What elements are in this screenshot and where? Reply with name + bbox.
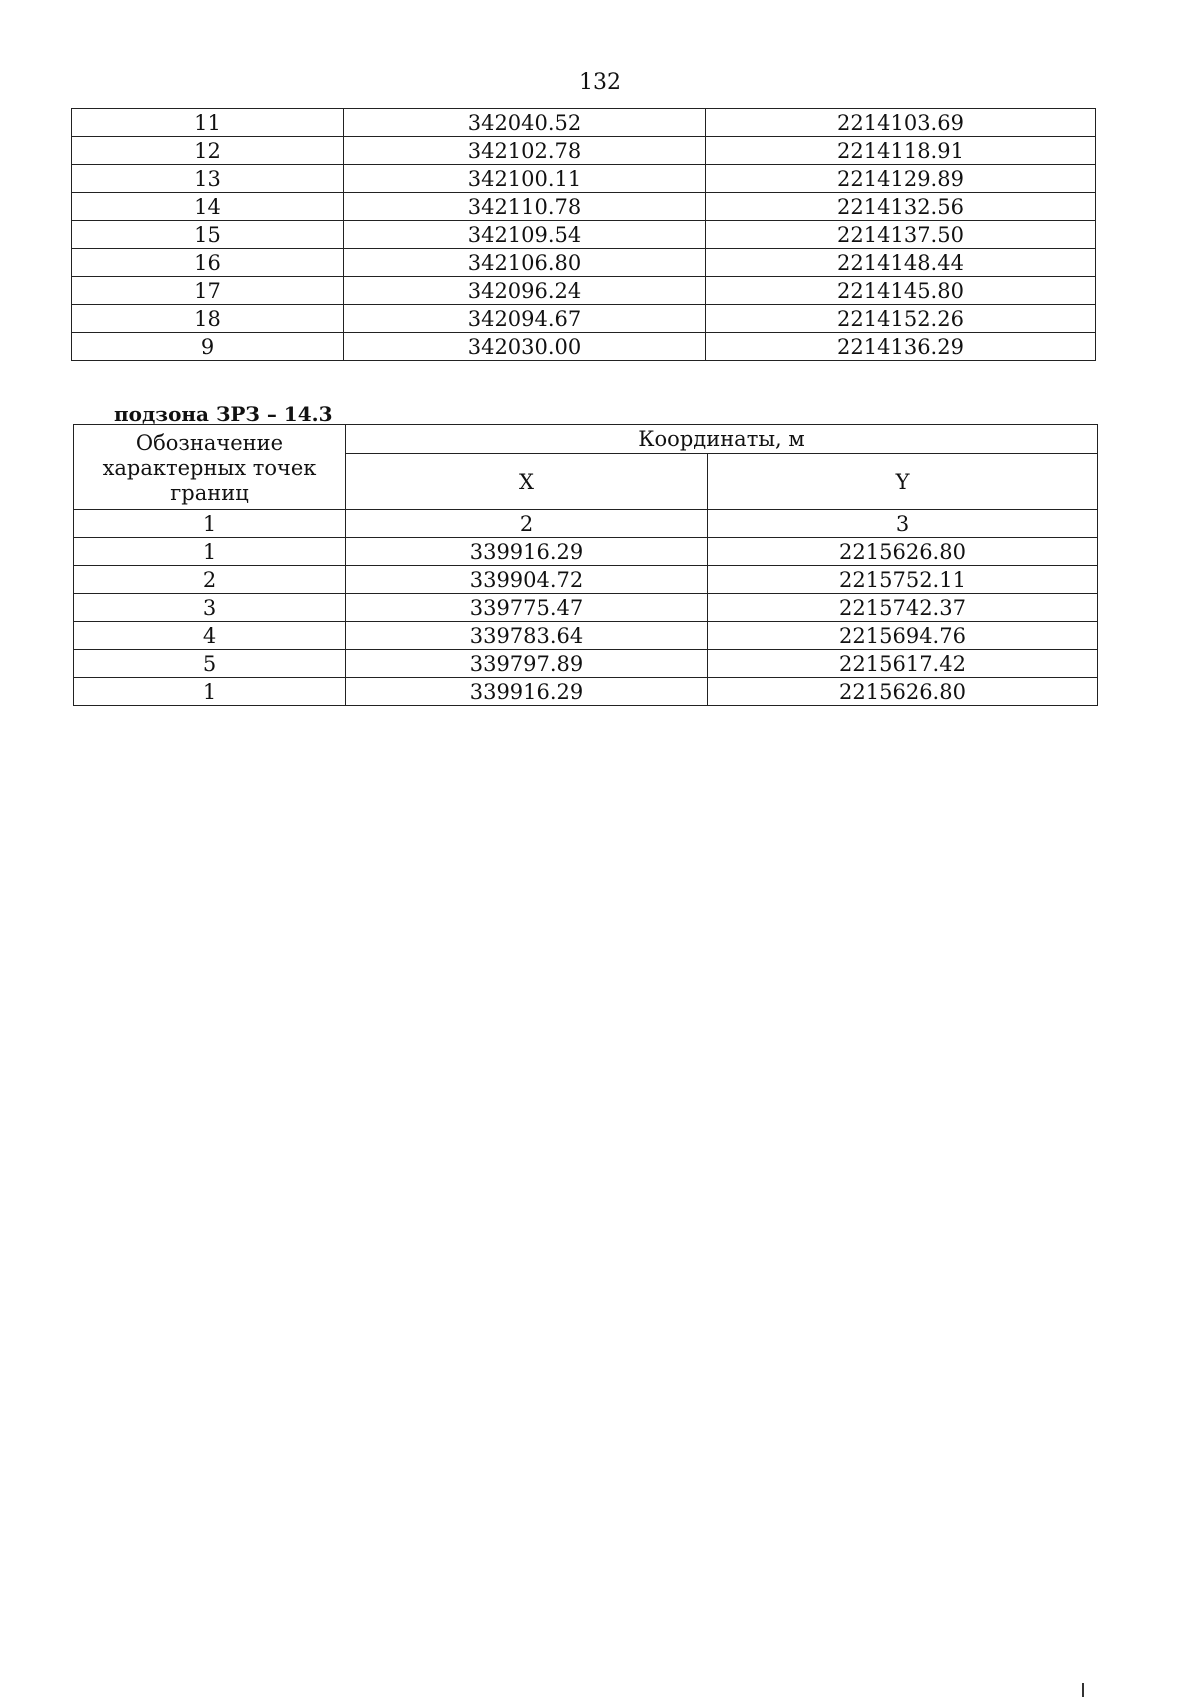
x-coordinate-cell: 342094.67 xyxy=(344,305,706,333)
table-row xyxy=(74,594,1098,622)
point-number-cell: 5 xyxy=(74,650,346,678)
x-coordinate-cell: 339797.89 xyxy=(346,650,708,678)
x-coordinate-cell: 339783.64 xyxy=(346,622,708,650)
table-row xyxy=(72,249,1096,277)
point-number-cell: 12 xyxy=(72,137,344,165)
column-number-cell: 3 xyxy=(708,510,1098,538)
y-coordinate-cell: 2215626.80 xyxy=(708,538,1098,566)
point-number-cell: 2 xyxy=(74,566,346,594)
x-coordinate-cell: 342030.00 xyxy=(344,333,706,361)
table-row xyxy=(74,538,1098,566)
point-number-cell: 4 xyxy=(74,622,346,650)
point-number-cell: 1 xyxy=(74,538,346,566)
x-coordinate-cell: 342106.80 xyxy=(344,249,706,277)
y-coordinate-cell: 2215617.42 xyxy=(708,650,1098,678)
x-coordinate-cell: 339775.47 xyxy=(346,594,708,622)
point-number-cell: 1 xyxy=(74,678,346,706)
point-number-cell: 17 xyxy=(72,277,344,305)
table-row xyxy=(72,137,1096,165)
page-number: 132 xyxy=(579,70,621,95)
y-coordinate-cell: 2214136.29 xyxy=(706,333,1096,361)
y-coordinate-cell: 2214103.69 xyxy=(706,109,1096,137)
table-row xyxy=(72,109,1096,137)
point-number-cell: 15 xyxy=(72,221,344,249)
point-number-cell: 16 xyxy=(72,249,344,277)
y-coordinate-cell: 2215742.37 xyxy=(708,594,1098,622)
column-numbers-row xyxy=(74,510,1098,538)
point-number-cell: 11 xyxy=(72,109,344,137)
header-y-label: Y xyxy=(708,454,1098,510)
x-coordinate-cell: 342040.52 xyxy=(344,109,706,137)
y-coordinate-cell: 2214137.50 xyxy=(706,221,1096,249)
y-coordinate-cell: 2215626.80 xyxy=(708,678,1098,706)
header-points-label: Обозначение характерных точек границ xyxy=(74,425,346,510)
table-header-row xyxy=(74,425,1098,454)
x-coordinate-cell: 339916.29 xyxy=(346,678,708,706)
x-coordinate-cell: 342109.54 xyxy=(344,221,706,249)
table-row xyxy=(74,650,1098,678)
table-row xyxy=(74,678,1098,706)
point-number-cell: 3 xyxy=(74,594,346,622)
y-coordinate-cell: 2214145.80 xyxy=(706,277,1096,305)
y-coordinate-cell: 2215752.11 xyxy=(708,566,1098,594)
table-row xyxy=(74,566,1098,594)
subzone-title: подзона ЗРЗ – 14.3 xyxy=(114,402,333,426)
header-coords-label: Координаты, м xyxy=(346,425,1098,454)
scan-edge-mark xyxy=(1082,1683,1084,1697)
coordinates-table-continued xyxy=(71,108,1096,361)
y-coordinate-cell: 2214152.26 xyxy=(706,305,1096,333)
table-row xyxy=(72,165,1096,193)
table-row xyxy=(72,333,1096,361)
point-number-cell: 18 xyxy=(72,305,344,333)
x-coordinate-cell: 339904.72 xyxy=(346,566,708,594)
column-number-cell: 2 xyxy=(346,510,708,538)
x-coordinate-cell: 339916.29 xyxy=(346,538,708,566)
y-coordinate-cell: 2215694.76 xyxy=(708,622,1098,650)
table-row xyxy=(72,193,1096,221)
table-row xyxy=(72,221,1096,249)
point-number-cell: 9 xyxy=(72,333,344,361)
y-coordinate-cell: 2214129.89 xyxy=(706,165,1096,193)
y-coordinate-cell: 2214132.56 xyxy=(706,193,1096,221)
point-number-cell: 14 xyxy=(72,193,344,221)
subzone-coordinates-table xyxy=(73,424,1098,706)
table-row xyxy=(72,277,1096,305)
column-number-cell: 1 xyxy=(74,510,346,538)
y-coordinate-cell: 2214118.91 xyxy=(706,137,1096,165)
table-row xyxy=(74,622,1098,650)
point-number-cell: 13 xyxy=(72,165,344,193)
table-row xyxy=(72,305,1096,333)
header-x-label: X xyxy=(346,454,708,510)
x-coordinate-cell: 342110.78 xyxy=(344,193,706,221)
y-coordinate-cell: 2214148.44 xyxy=(706,249,1096,277)
x-coordinate-cell: 342102.78 xyxy=(344,137,706,165)
x-coordinate-cell: 342096.24 xyxy=(344,277,706,305)
x-coordinate-cell: 342100.11 xyxy=(344,165,706,193)
